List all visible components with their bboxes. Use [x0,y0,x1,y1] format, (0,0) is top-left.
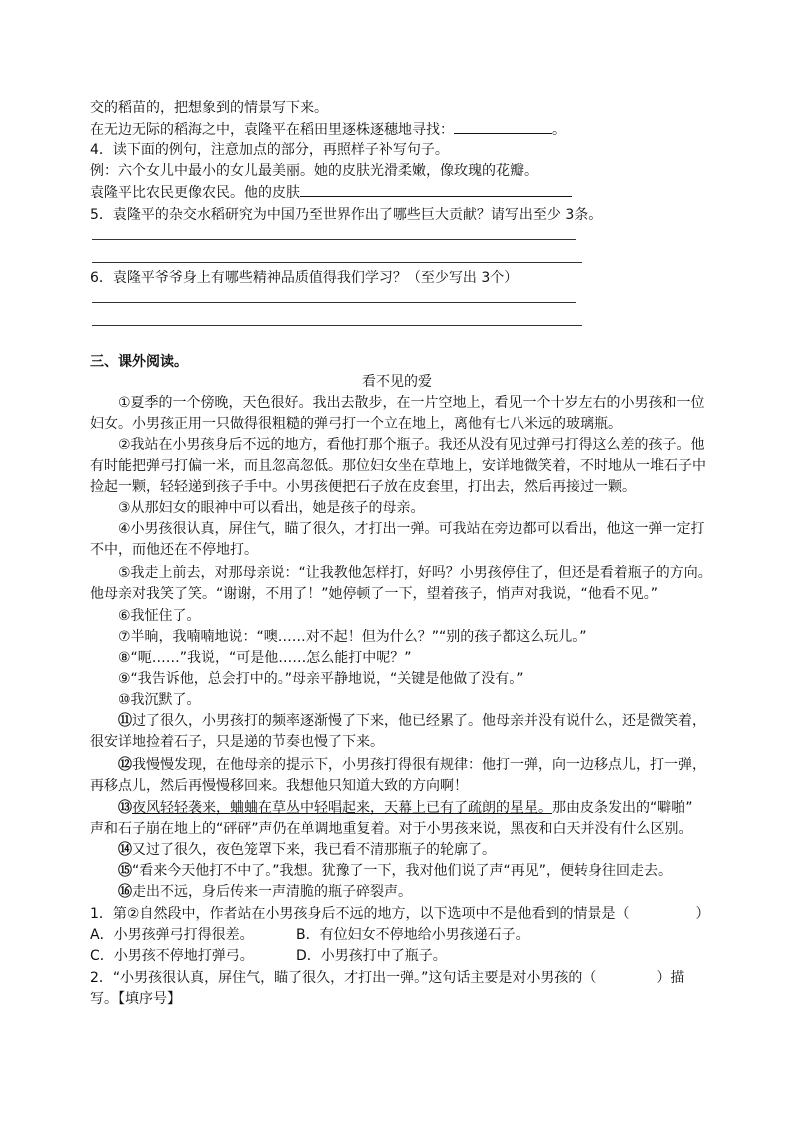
paragraph-line: ⑨“我告诉他，总会打中的。”母亲平静地说，“关键是他做了没有。” [118,671,524,687]
answer-line[interactable] [92,325,582,326]
options-row [90,925,730,945]
paragraph-line: 有时能把弹弓打偏一米，而且忽高忽低。那位妇女坐在草地上，安详地微笑着，不时地从一堆石子中 [90,458,706,474]
passage-title: 看不见的爱 [362,374,432,390]
paragraph-line [118,755,758,775]
paragraph-line: ⑤我走上前去，对那母亲说：“让我教他怎样打，好吗？小男孩停住了，但还是看着瓶子的方向。 [118,565,712,581]
paragraph-line: ⑧“呃……”我说，“可是他……怎么能打中呢？” [118,650,412,666]
paragraph-line: ⑥我怔住了。 [118,608,201,624]
underlined-sentence: 夜风轻轻袭来，蛐蛐在草丛中轻唱起来，天幕上已有了疏朗的星星。 [132,800,552,816]
paragraph-line: 他母亲对我笑了笑。“谢谢，不用了！”她停顿了一下，望着孩子，悄声对我说，“他看不见。” [90,586,659,602]
sentence-start: 在无边无际的稻海之中，袁隆平在稻田里逐株逐穗地寻找： [90,122,454,138]
paragraph-text: 我慢慢发现，在他母亲的提示下，小男孩打得很有规律：他打一弹，向一边移点儿，打一弹， [132,757,706,773]
option-d[interactable]: D．小男孩打中了瓶子。 [296,948,447,964]
answer-line[interactable] [92,262,582,263]
answer-blank[interactable] [454,119,552,134]
question-text: 2．“小男孩很认真，屏住气，瞄了很久，才打出一弹。”这句话主要是对小男孩的（ [90,970,597,986]
paragraph-number: ⑭ [118,842,132,858]
paragraph-line: 妇女。小男孩正用一只做得很粗糙的弹弓打一个立在地上，离他有七八米远的玻璃瓶。 [90,416,622,432]
paragraph-line: 声和石子崩在地上的“砰砰”声仍在单调地重复着。对于小男孩来说，黑夜和白天并没有什么区别。 [90,821,693,837]
paragraph-line: ④小男孩很认真，屏住气，瞄了很久，才打出一弹。可我站在旁边都可以看出，他这一弹一定打 [118,521,705,537]
fill-blank-sentence [90,119,730,140]
paragraph-text: 走出不远，身后传来一声清脆的瓶子碎裂声。 [132,884,412,900]
text-line: 交的稻苗的，把想象到的情景写下来。 [90,100,328,116]
question-4-example: 例：六个女儿中最小的女儿最美丽。她的皮肤光滑柔嫩，像玫瑰的花瓣。 [90,163,538,179]
section-heading: 三、课外阅读。 [90,354,188,370]
question-4: 4．读下面的例句，注意加点的部分，再照样子补写句子。 [90,142,449,158]
question-1 [90,904,730,924]
paragraph-number: ⑫ [118,757,132,773]
paragraph-text: 那由皮条发出的“噼啪” [552,800,693,816]
paragraph-line: 捡起一颗，轻轻递到孩子手中。小男孩便把石子放在皮套里，打出去，然后再接过一颗。 [90,479,636,495]
question-4-write-line [90,182,730,203]
option-b[interactable]: B．有位妇女不停地给小男孩递石子。 [296,927,530,943]
paragraph-line [118,882,758,902]
answer-blank[interactable] [300,182,572,197]
answer-line[interactable] [92,239,576,240]
paragraph-line: ⑦半晌，我喃喃地说：“噢……对不起！但为什么？”“别的孩子都这么玩儿。” [118,629,587,645]
paragraph-line [118,861,758,881]
question-2 [90,968,730,988]
question-6: 6．袁隆平爷爷身上有哪些精神品质值得我们学习？（至少写出 3个） [90,270,519,286]
paragraph-line: ②我站在小男孩身后不远的地方，看他打那个瓶子。我还从没有见过弹弓打得这么差的孩子。他 [118,437,705,453]
paragraph-text: 过了很久，小男孩打的频率逐渐慢了下来，他已经累了。他母亲并没有说什么，还是微笑着， [132,713,706,729]
paragraph-line [118,840,758,860]
question-text-end: ）描 [656,970,685,986]
answer-line[interactable] [92,302,576,303]
paragraph-line [118,798,758,818]
paragraph-line: 不中，而他还在不停地打。 [90,542,258,558]
paragraph-line: ①夏季的一个傍晚，天色很好。我出去散步，在一片空地上，看见一个十岁左右的小男孩和一位 [118,395,705,411]
paragraph-number: ⑯ [118,884,132,900]
paragraph-line: 再移点儿，然后再慢慢移回来。我想他只知道大致的方向啊！ [90,778,468,794]
option-a[interactable]: A．小男孩弹弓打得很差。 [90,927,254,943]
paragraph-line: 很安详地捡着石子，只是递的节奏也慢了下来。 [90,734,384,750]
write-prompt: 袁隆平比农民更像农民。他的皮肤 [90,185,300,201]
option-c[interactable]: C．小男孩不停地打弹弓。 [90,948,254,964]
paragraph-line: ③从那妇女的眼神中可以看出，她是孩子的母亲。 [118,500,425,516]
question-2-cont: 写。【填序号】 [90,991,181,1007]
paragraph-text: 又过了很久，夜色笼罩下来，我已看不清那瓶子的轮廓了。 [132,842,496,858]
paragraph-line: ⑩我沉默了。 [118,692,201,708]
paragraph-text: “看来今天他打不中了。”我想。犹豫了一下，我对他们说了声“再见”，便转身往回走去。 [132,863,673,879]
paragraph-line [118,711,758,731]
options-row [90,946,730,966]
paragraph-number: ⑪ [118,713,132,729]
paragraph-number: ⑮ [118,863,132,879]
question-text: 1．第②自然段中，作者站在小男孩身后不远的地方，以下选项中不是他看到的情景是（ [90,906,630,922]
question-bracket: ） [695,906,710,922]
question-5: 5．袁隆平的杂交水稻研究为中国乃至世界作出了哪些巨大贡献？请写出至少 3条。 [90,207,603,223]
paragraph-number: ⑬ [118,800,132,816]
sentence-end: 。 [552,122,566,138]
